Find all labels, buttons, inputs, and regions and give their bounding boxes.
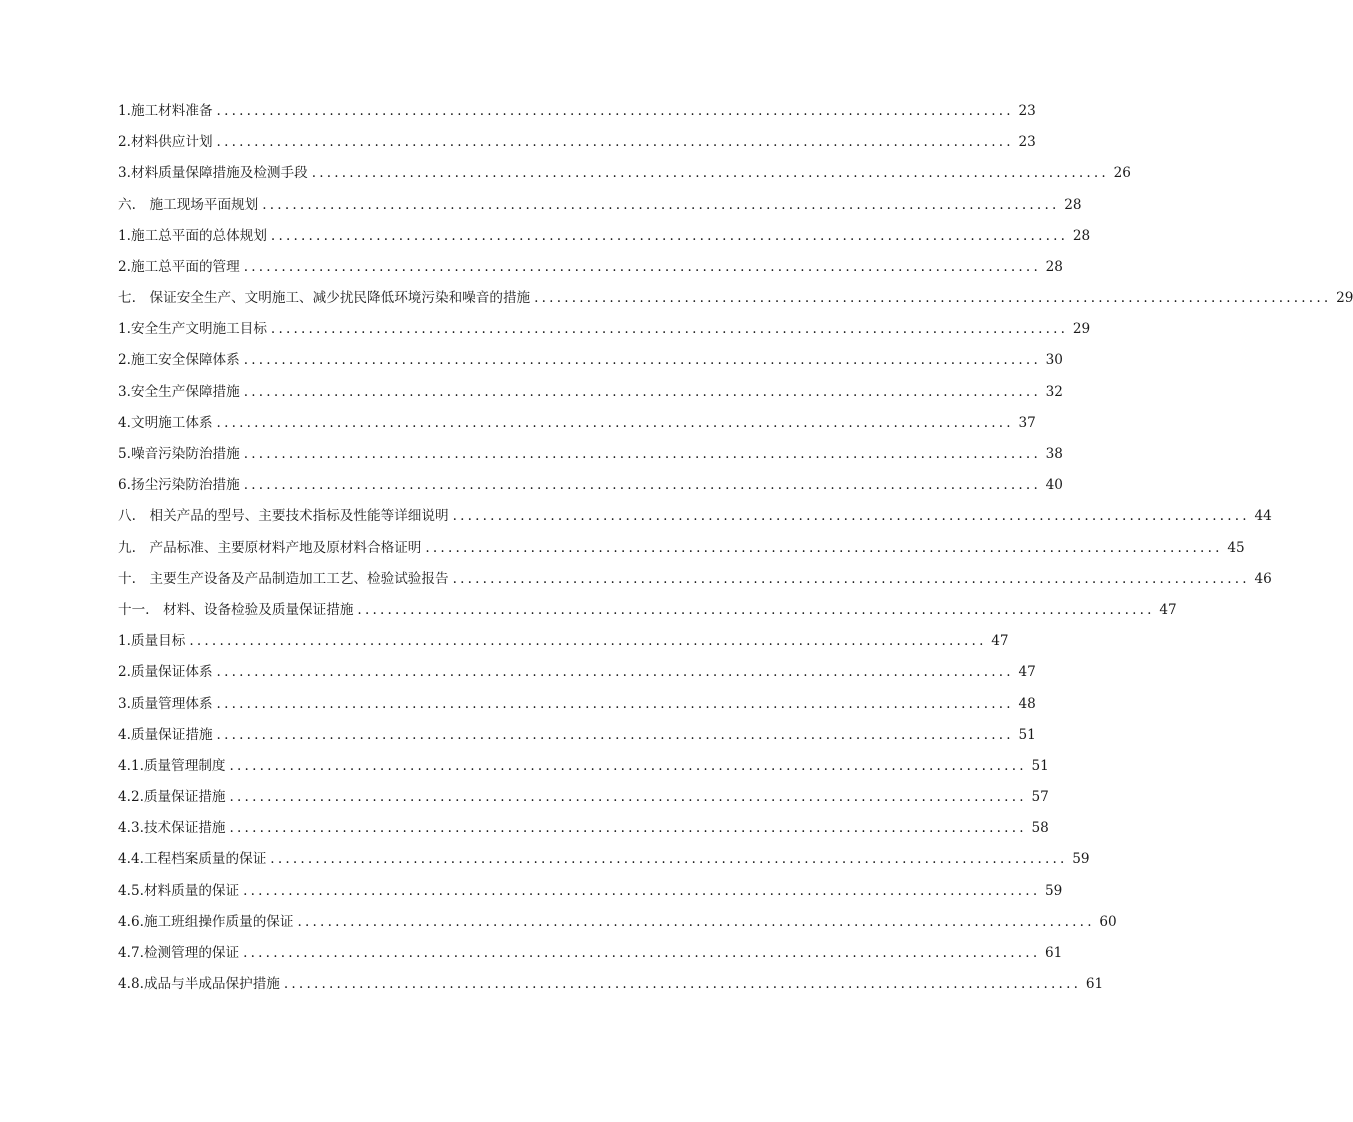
- toc-entry-title: 6.扬尘污染防治措施: [118, 477, 240, 494]
- toc-leader-dots: ..........................................................................................................: [534, 290, 1332, 307]
- toc-entry-page: 29: [1072, 321, 1091, 338]
- toc-leader-dots: ..........................................................................................................: [452, 508, 1250, 525]
- toc-entry-title: 十一. 材料、设备检验及质量保证措施: [118, 601, 354, 618]
- toc-entry-page: 37: [1018, 414, 1036, 431]
- toc-entry-title: 2.施工总平面的管理: [118, 258, 240, 275]
- toc-leader-dots: ..........................................................................................................: [311, 165, 1109, 182]
- toc-entry-page: 23: [1018, 134, 1036, 151]
- toc-leader-dots: ..........................................................................................................: [283, 976, 1082, 993]
- toc-leader-dots: ..........................................................................................................: [216, 134, 1014, 151]
- toc-entry-page: 59: [1045, 882, 1063, 899]
- toc-entry-page: 28: [1064, 196, 1082, 213]
- toc-entry-page: 59: [1072, 851, 1090, 868]
- toc-entry-page: 57: [1031, 789, 1049, 806]
- toc-entry-page: 47: [1159, 601, 1177, 618]
- toc-entry-title: 4.5.材料质量的保证: [118, 882, 240, 899]
- toc-entry[interactable]: [118, 439, 1063, 470]
- toc-entry[interactable]: [118, 283, 1353, 314]
- toc-entry-title: 3.安全生产保障措施: [118, 383, 240, 400]
- toc-entry[interactable]: [118, 626, 1009, 657]
- toc-entry[interactable]: [118, 314, 1091, 345]
- toc-entry-page: 46: [1254, 570, 1272, 587]
- toc-entry[interactable]: [118, 907, 1117, 938]
- toc-leader-dots: ..........................................................................................................: [243, 446, 1041, 463]
- toc-entry-title: 七. 保证安全生产、文明施工、减少扰民降低环境污染和噪音的措施: [118, 290, 531, 307]
- toc-entry[interactable]: [118, 252, 1063, 283]
- toc-entry-page: 51: [1018, 726, 1036, 743]
- toc-entry-title: 十. 主要生产设备及产品制造加工工艺、检验试验报告: [118, 570, 449, 587]
- toc-entry-title: 2.材料供应计划: [118, 134, 213, 151]
- toc-entry-title: 5.噪音污染防治措施: [118, 446, 240, 463]
- toc-entry[interactable]: [118, 221, 1091, 252]
- toc-entry-title: 1.施工材料准备: [118, 102, 213, 119]
- toc-entry-page: 23: [1018, 102, 1036, 119]
- toc-entry[interactable]: [118, 377, 1063, 408]
- toc-entry[interactable]: [118, 782, 1049, 813]
- toc-entry-title: 1.质量目标: [118, 633, 186, 650]
- toc-entry[interactable]: [118, 158, 1131, 189]
- toc-entry[interactable]: [118, 346, 1063, 377]
- toc-entry-page: 29: [1336, 290, 1353, 307]
- toc-leader-dots: ..........................................................................................................: [229, 789, 1027, 806]
- toc-entry[interactable]: [118, 533, 1245, 564]
- toc-entry-title: 4.6.施工班组操作质量的保证: [118, 913, 294, 930]
- toc-entry-title: 3.质量管理体系: [118, 695, 213, 712]
- toc-entry[interactable]: [118, 876, 1063, 907]
- toc-entry[interactable]: [118, 657, 1036, 688]
- toc-leader-dots: ..........................................................................................................: [216, 695, 1014, 712]
- toc-entry-page: 30: [1045, 352, 1063, 369]
- toc-entry[interactable]: [118, 470, 1063, 501]
- toc-entry-page: 47: [991, 633, 1009, 650]
- toc-entry-title: 六. 施工现场平面规划: [118, 196, 259, 213]
- toc-entry[interactable]: [118, 720, 1036, 751]
- toc-entry-title: 4.文明施工体系: [118, 414, 213, 431]
- toc-leader-dots: ..........................................................................................................: [243, 258, 1041, 275]
- toc-leader-dots: ..........................................................................................................: [243, 882, 1041, 899]
- table-of-contents: [118, 96, 1353, 1000]
- toc-leader-dots: ..........................................................................................................: [229, 757, 1027, 774]
- toc-leader-dots: ..........................................................................................................: [270, 851, 1068, 868]
- toc-leader-dots: ..........................................................................................................: [243, 352, 1041, 369]
- toc-entry[interactable]: [118, 96, 1036, 127]
- toc-entry[interactable]: [118, 408, 1036, 439]
- toc-leader-dots: ..........................................................................................................: [297, 913, 1095, 930]
- toc-leader-dots: ..........................................................................................................: [216, 726, 1014, 743]
- toc-leader-dots: ..........................................................................................................: [425, 539, 1223, 556]
- toc-entry[interactable]: [118, 751, 1049, 782]
- toc-entry[interactable]: [118, 938, 1063, 969]
- toc-entry-title: 4.7.检测管理的保证: [118, 945, 240, 962]
- toc-entry-title: 九. 产品标准、主要原材料产地及原材料合格证明: [118, 539, 422, 556]
- toc-entry[interactable]: [118, 501, 1272, 532]
- toc-entry-page: 60: [1099, 913, 1117, 930]
- toc-entry-page: 45: [1227, 539, 1245, 556]
- toc-leader-dots: ..........................................................................................................: [189, 633, 987, 650]
- toc-entry[interactable]: [118, 689, 1036, 720]
- toc-leader-dots: ..........................................................................................................: [216, 102, 1014, 119]
- toc-leader-dots: ..........................................................................................................: [452, 570, 1250, 587]
- toc-entry-page: 44: [1254, 508, 1272, 525]
- toc-entry[interactable]: [118, 127, 1036, 158]
- toc-entry-page: 28: [1072, 227, 1091, 244]
- toc-entry-title: 八. 相关产品的型号、主要技术指标及性能等详细说明: [118, 508, 449, 525]
- toc-leader-dots: ..........................................................................................................: [262, 196, 1060, 213]
- toc-entry-page: 28: [1045, 258, 1063, 275]
- toc-entry-title: 4.8.成品与半成品保护措施: [118, 976, 280, 993]
- toc-entry[interactable]: [118, 845, 1090, 876]
- toc-entry-page: 38: [1045, 446, 1063, 463]
- toc-entry-title: 4.质量保证措施: [118, 726, 213, 743]
- toc-entry-title: 4.3.技术保证措施: [118, 820, 226, 837]
- toc-leader-dots: ..........................................................................................................: [243, 383, 1041, 400]
- toc-leader-dots: ..........................................................................................................: [216, 664, 1014, 681]
- toc-leader-dots: ..........................................................................................................: [270, 321, 1069, 338]
- toc-entry[interactable]: [118, 190, 1082, 221]
- toc-entry[interactable]: [118, 564, 1272, 595]
- toc-entry[interactable]: [118, 813, 1049, 844]
- toc-leader-dots: ..........................................................................................................: [243, 945, 1041, 962]
- toc-entry-page: 26: [1113, 165, 1131, 182]
- toc-entry[interactable]: [118, 969, 1104, 1000]
- toc-entry-page: 32: [1045, 383, 1063, 400]
- toc-leader-dots: ..........................................................................................................: [357, 601, 1155, 618]
- toc-entry-title: 4.2.质量保证措施: [118, 789, 226, 806]
- toc-entry-page: 58: [1031, 820, 1049, 837]
- toc-entry[interactable]: [118, 595, 1177, 626]
- toc-entry-title: 3.材料质量保障措施及检测手段: [118, 165, 308, 182]
- toc-entry-page: 61: [1085, 976, 1104, 993]
- toc-leader-dots: ..........................................................................................................: [270, 227, 1069, 244]
- toc-leader-dots: ..........................................................................................................: [229, 820, 1027, 837]
- toc-entry-title: 1.安全生产文明施工目标: [118, 321, 267, 338]
- toc-leader-dots: ..........................................................................................................: [243, 477, 1041, 494]
- toc-entry-title: 2.施工安全保障体系: [118, 352, 240, 369]
- toc-entry-page: 61: [1045, 945, 1063, 962]
- toc-leader-dots: ..........................................................................................................: [216, 414, 1014, 431]
- toc-entry-page: 48: [1018, 695, 1036, 712]
- toc-entry-title: 2.质量保证体系: [118, 664, 213, 681]
- toc-entry-page: 47: [1018, 664, 1036, 681]
- toc-entry-title: 4.1.质量管理制度: [118, 757, 226, 774]
- toc-entry-title: 1.施工总平面的总体规划: [118, 227, 267, 244]
- toc-entry-page: 40: [1045, 477, 1063, 494]
- toc-entry-title: 4.4.工程档案质量的保证: [118, 851, 267, 868]
- toc-entry-page: 51: [1031, 757, 1049, 774]
